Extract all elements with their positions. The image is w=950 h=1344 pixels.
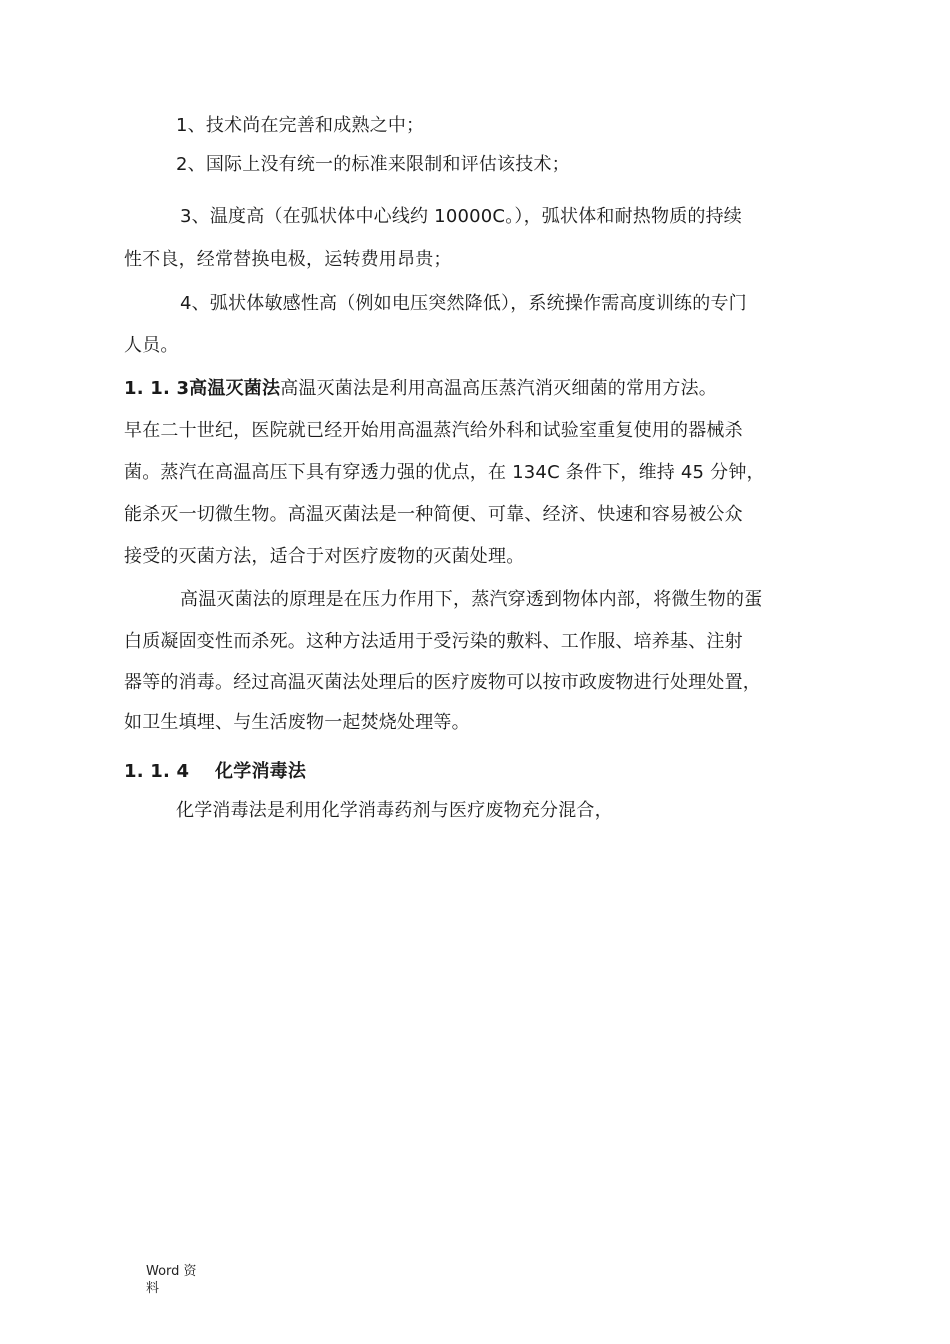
paragraph-2-line1: 高温灭菌法的原理是在压力作用下，蒸汽穿透到物体内部，将微生物的蛋	[180, 589, 763, 610]
paragraph-1-line1: 早在二十世纪，医院就已经开始用高温蒸汽给外科和试验室重复使用的器械杀	[124, 420, 743, 441]
paragraph-1-line4: 接受的灭菌方法，适合于对医疗废物的灭菌处理。	[124, 546, 525, 567]
page-footer	[146, 1263, 206, 1297]
list-item-2: 2、国际上没有统一的标准来限制和评估该技术；	[176, 154, 570, 175]
section-intro: 高温灭菌法是利用高温高压蒸汽消灭细菌的常用方法。	[280, 378, 717, 399]
list-item-4-line2: 人员。	[124, 335, 179, 356]
paragraph-3-line1: 化学消毒法是利用化学消毒药剂与医疗废物充分混合，	[176, 800, 613, 821]
paragraph-1-line3: 能杀灭一切微生物。高温灭菌法是一种简便、可靠、经济、快速和容易被公众	[124, 504, 743, 525]
paragraph-2-line2: 白质凝固变性而杀死。这种方法适用于受污染的敷料、工作服、培养基、注射	[124, 631, 743, 652]
section-title: 1. 1. 3高温灭菌法	[124, 378, 281, 399]
list-item-1: 1、技术尚在完善和成熟之中；	[176, 115, 425, 136]
section-heading-1-1-4: 1. 1. 4 化学消毒法	[124, 761, 307, 782]
list-item-3-line2: 性不良，经常替换电极，运转费用昂贵；	[124, 249, 452, 270]
section-heading-1-1-3	[124, 377, 834, 401]
list-item-4-line1: 4、弧状体敏感性高（例如电压突然降低），系统操作需高度训练的专门	[180, 293, 747, 314]
footer-line-1: Word 资	[146, 1264, 197, 1279]
paragraph-2-line3: 器等的消毒。经过高温灭菌法处理后的医疗废物可以按市政废物进行处理处置，	[124, 672, 761, 693]
paragraph-2-line4: 如卫生填埋、与生活废物一起焚烧处理等。	[124, 712, 470, 733]
paragraph-1-line2: 菌。蒸汽在高温高压下具有穿透力强的优点，在 134C 条件下，维持 45 分钟，	[124, 462, 765, 483]
list-item-3-line1: 3、温度高（在弧状体中心线约 10000C。），弧状体和耐热物质的持续	[180, 206, 742, 227]
footer-line-2: 料	[146, 1281, 160, 1296]
